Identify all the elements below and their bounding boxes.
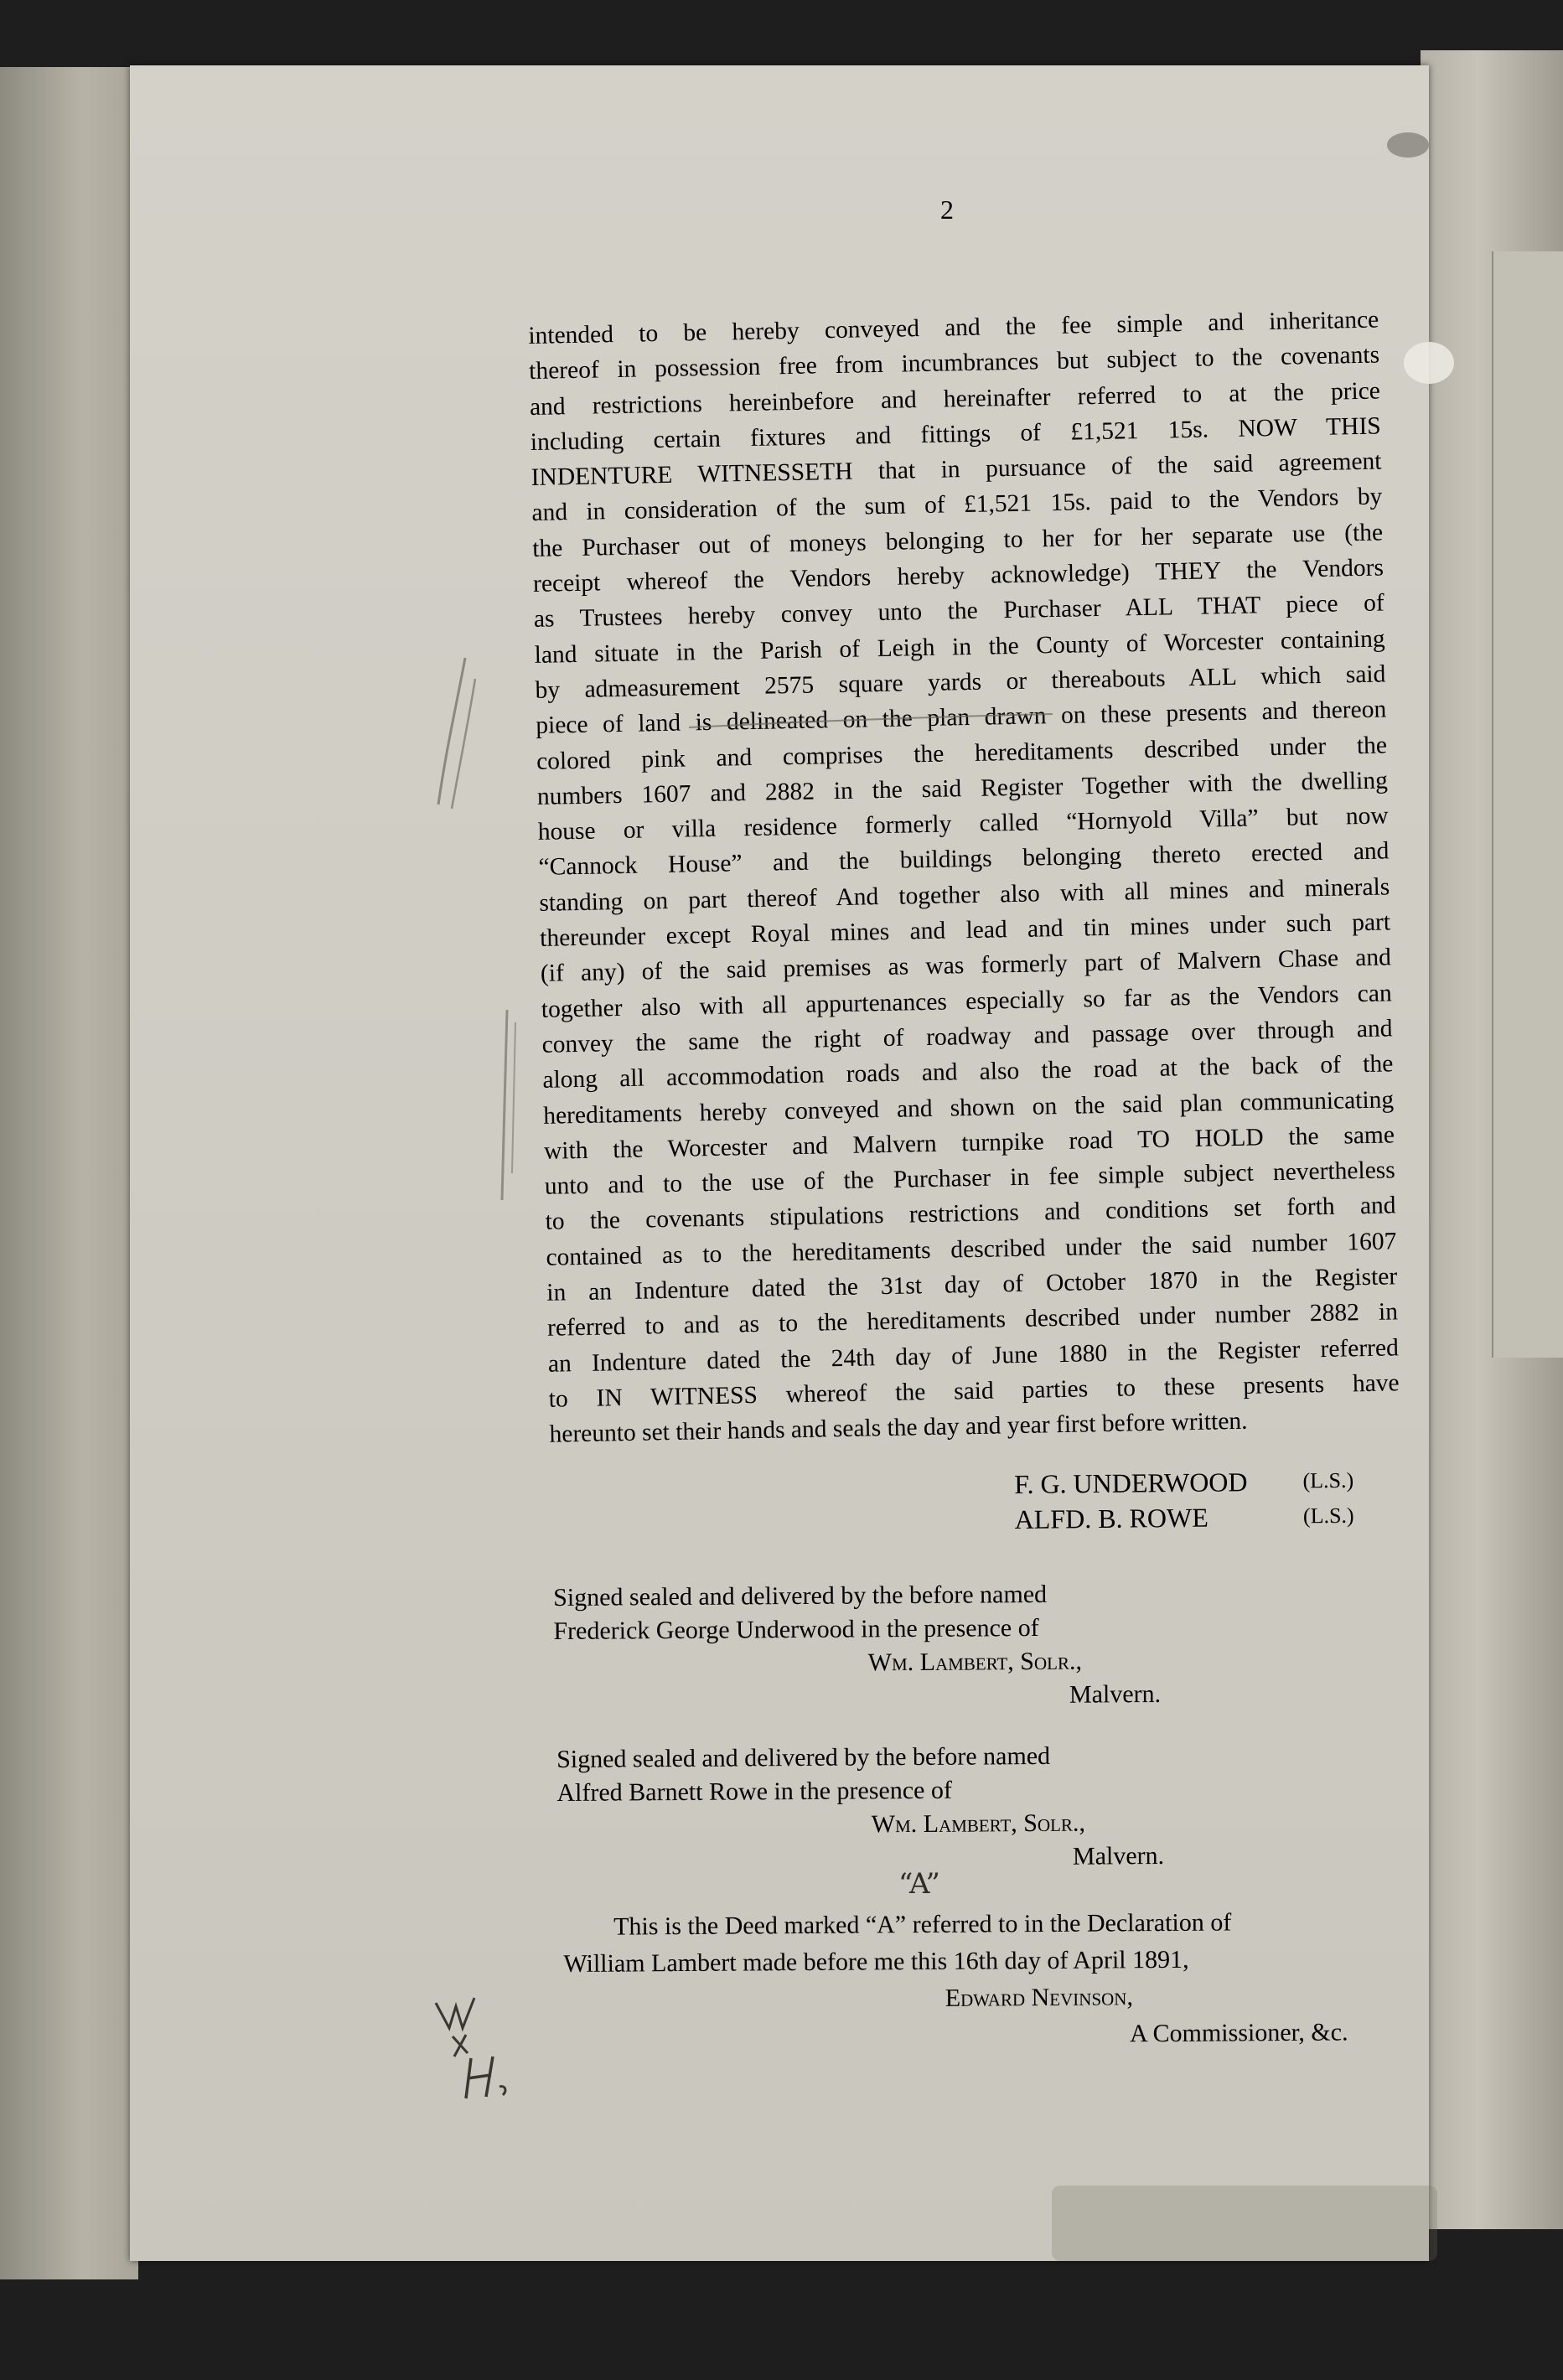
paper-stain [1404,342,1454,384]
text-line: “Cannock House” and the buildings belonging thereto erected and [538,837,1390,882]
text-line: convey the same the right of roadway and passage over through and [541,1015,1393,1058]
text-line: the Purchaser out of moneys belonging to her for her separate use (the [531,519,1384,562]
underlying-sheet-left [0,67,138,2279]
text-line: thereof in possession free from incumbrances but subject to the covenants [528,341,1380,385]
witness-name: Wm. Lambert, Solr., [867,1647,1083,1677]
seal-mark: (L.S.) [1302,1503,1354,1529]
signatures [1014,1463,1354,1537]
declaration-line: This is the Deed marked “A” referred to in the Declaration of [613,1908,1232,1941]
attestation-line: Signed sealed and delivered by the before named [553,1580,1048,1612]
witness-place: Malvern. [1072,1841,1165,1870]
text-line: along all accommodation roads and also the road at the back of the [542,1050,1394,1094]
text-line: including certain fixtures and fittings of £1,521 15s. NOW THIS [530,412,1381,456]
text-line: thereunder except Royal mines and lead and tin mines under such part [539,908,1391,952]
commissioner-declaration [563,1903,1394,2057]
text-line: an Indenture dated the 24th day of June 1880 in the Register referred [547,1333,1400,1378]
text-line: contained as to the hereditaments described under the said number 1607 [546,1228,1397,1271]
signatory-name: F. G. UNDERWOOD [1014,1467,1248,1499]
text-line: with the Worcester and Malvern turnpike road TO HOLD the same [543,1121,1395,1165]
deed-body-text [528,303,1400,1453]
folded-paper-strip [1492,251,1563,1358]
text-line: land situate in the Parish of Leigh in the County of Worcester containing [534,625,1385,669]
signature-underwood [1014,1463,1353,1502]
page-number: 2 [940,194,954,225]
declaration-line: William Lambert made before me this 16th day of April 1891, [563,1945,1189,1978]
text-line: referred to and as to the hereditaments described under number 2882 in [546,1298,1399,1343]
text-line: (if any) of the said premises as was formerly part of Malvern Chase and [540,944,1392,988]
pencil-margin-mark [423,654,482,813]
attestation-underwood [553,1577,1161,1715]
text-line: receipt whereof the Vendors hereby acknowledge) THEY the Vendors [532,554,1384,598]
paper-stain [1052,2186,1437,2261]
pencil-margin-mark [490,1006,524,1207]
witness-name: Wm. Lambert, Solr., [871,1808,1086,1839]
text-line: hereditaments hereby conveyed and shown on the said plan communicating [542,1085,1395,1130]
witness-place: Malvern. [1069,1679,1162,1709]
signatory-name: ALFD. B. ROWE [1014,1502,1208,1534]
text-line: unto and to the use of the Purchaser in fee simple subject nevertheless [544,1156,1396,1200]
attestation-line: Alfred Barnett Rowe in the presence of [556,1776,953,1807]
pencil-underline [687,711,1056,732]
text-line: colored pink and comprises the hereditaments described under the [536,731,1388,775]
paper-stain [1387,132,1429,158]
text-line: together also with all appurtenances especially so far as the Vendors can [541,980,1392,1023]
signature-rowe [1014,1498,1353,1537]
text-line: numbers 1607 and 2882 in the said Register Together with the dwelling [536,767,1389,810]
exhibit-mark: “A” [898,1867,940,1901]
text-line: in an Indenture dated the 31st day of October 1870 in the Register [546,1263,1398,1306]
text-line: house or villa residence formerly called “Hornyold Villa” but now [537,802,1389,846]
attestation-rowe [556,1739,1164,1877]
seal-mark: (L.S.) [1302,1467,1354,1493]
text-line: as Trustees hereby convey unto the Purchaser ALL THAT piece of [533,589,1385,634]
commissioner-name: Edward Nevinson, [945,1983,1134,2012]
attestation-line: Signed sealed and delivered by the before named [556,1741,1051,1773]
text-line: and restrictions hereinbefore and hereinafter referred to at the price [529,377,1381,421]
text-line: by admeasurement 2575 square yards or thereabouts ALL which said [535,660,1386,704]
commissioner-title: A Commissioner, &c. [1129,2018,1348,2048]
attestation-line: Frederick George Underwood in the presence of [553,1613,1039,1645]
text-line: and in consideration of the sum of £1,521 15s. paid to the Vendors by [531,483,1383,527]
text-line: INDENTURE WITNESSETH that in pursuance of the said agreement [530,448,1382,492]
text-line: standing on part thereof And together also with all mines and minerals [539,873,1390,917]
text-line: intended to be hereby conveyed and the fee simple and inheritance [528,306,1379,349]
text-line: piece of land is delineated on the plan drawn on these presents and thereon [536,696,1387,740]
text-line: hereunto set their hands and seals the day and year first before written. [549,1407,1248,1448]
text-line: to the covenants stipulations restrictions and conditions set forth and [545,1192,1396,1236]
text-line: to IN WITNESS whereof the said parties to these presents have [548,1369,1400,1413]
handwritten-initials [419,1986,520,2103]
